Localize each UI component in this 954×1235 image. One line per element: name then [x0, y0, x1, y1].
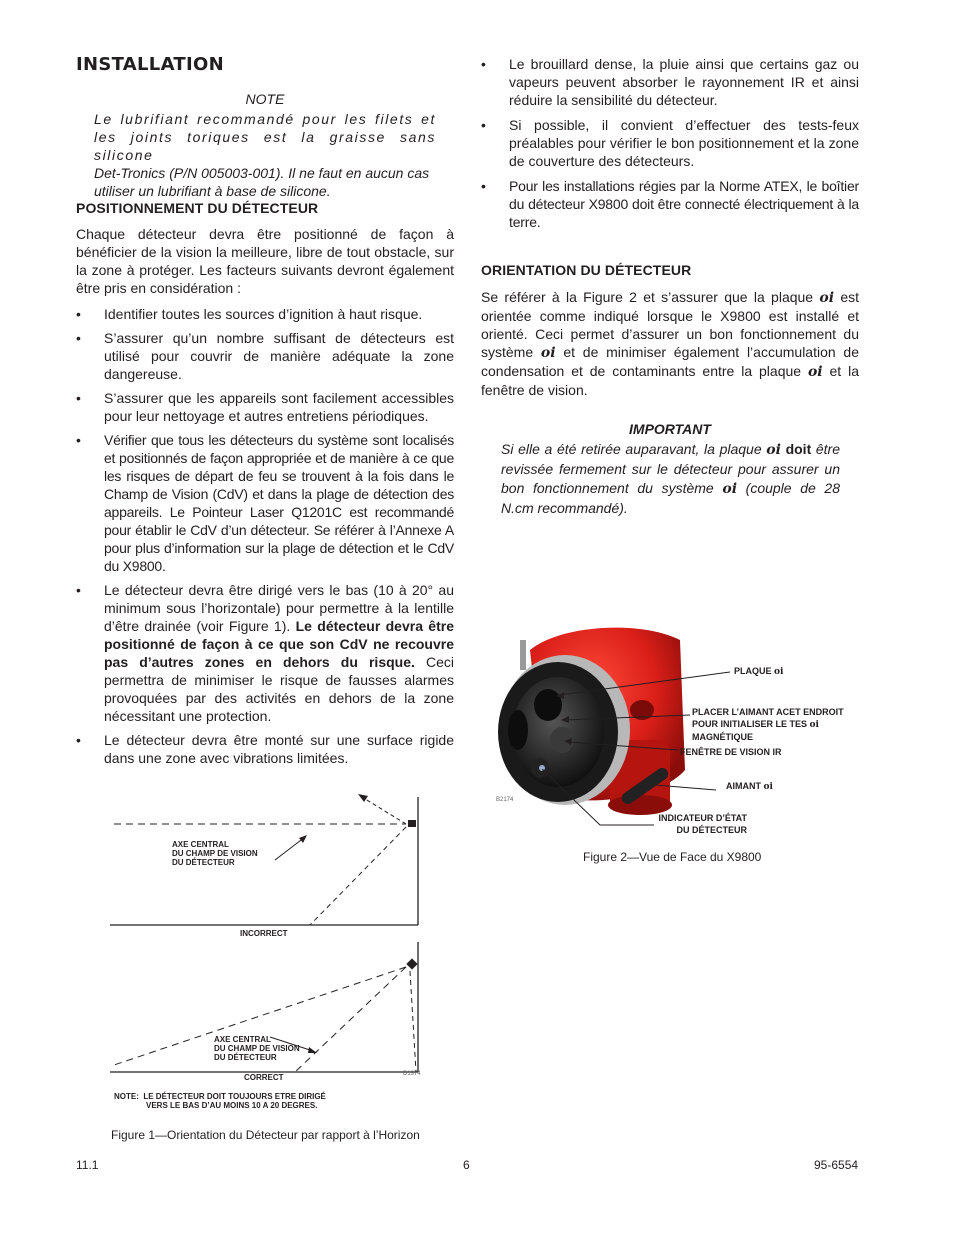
orientation-heading: ORIENTATION DU DÉTECTEUR: [481, 262, 692, 278]
footer-revision: 11.1: [76, 1158, 99, 1172]
detector-correct: [406, 958, 417, 969]
fov-up: [362, 797, 406, 824]
figure-1-caption: Figure 1—Orientation du Détecteur par rapport à l’Horizon: [111, 1128, 420, 1142]
correct-label: CORRECT: [244, 1073, 284, 1082]
list-item: • Le détecteur devra être monté sur une surface rigide dans une zone avec vibrations limitées.: [76, 732, 454, 766]
important-heading: IMPORTANT: [629, 421, 711, 437]
label-aimant: AIMANT oi: [726, 781, 773, 792]
page-title: INSTALLATION: [76, 54, 224, 75]
oi-logo: oi: [766, 442, 781, 458]
positioning-bullets: [76, 305, 454, 767]
detector-incorrect: [408, 820, 416, 827]
important-text: Si elle a été retirée auparavant, la plaque oi doit être revissée fermement sur le détecteur pour assurer un bon fonctionnement du système oi (couple de 28 N.cm recommandé).: [501, 441, 841, 516]
figure-2-caption: Figure 2—Vue de Face du X9800: [583, 850, 762, 864]
footer-doc-number: 95-6554: [814, 1158, 859, 1172]
note-line-1: Le lubrifiant recommandé pour les filets et: [94, 111, 436, 127]
list-item: • S’assurer qu’un nombre suffisant de détecteurs est utilisé pour couvrir de manière adéquate la zone dangereuse.: [76, 330, 454, 382]
list-item: • Pour les installations régies par la Norme ATEX, le boîtier du détecteur X9800 doit être connecté électriquement à la terre.: [481, 178, 859, 230]
fov-down-incorrect: [310, 827, 406, 925]
label-fenetre: FENÊTRE DE VISION IR: [680, 747, 782, 757]
note-heading: NOTE: [245, 91, 285, 107]
incorrect-label: INCORRECT: [240, 929, 288, 938]
list-item: • S’assurer que les appareils sont facilement accessibles pour leur nettoyage et autres entretiens périodiques.: [76, 390, 454, 424]
oi-logo: oi: [722, 481, 738, 497]
list-item: • Vérifier que tous les détecteurs du système sont localisés et positionnés de façon appropriée et de manière à ce que les risques de départ de feu se trouvent à la fois dans le Champ de Vision (CdV) et dans la plage de détection des appareils. Le Pointeur Laser Q1201C est recommandé pour établir le CdV d’un détecteur. Se référer à l’Annexe A pour plus d’information sur la plage de détection et le CdV du X9800.: [76, 432, 454, 574]
positioning-heading: POSITIONNEMENT DU DÉTECTEUR: [76, 200, 319, 216]
label-indicateur: INDICATEUR D’ÉTAT DU DÉTECTEUR: [658, 813, 747, 835]
figure-1-note: NOTE: LE DÉTECTEUR DOIT TOUJOURS ETRE DIRIGÉ VERS LE BAS D’AU MOINS 10 A 20 DEGRES.: [114, 1092, 326, 1110]
label-placer: PLACER L’AIMANT ACET ENDROIT POUR INITIALISER LE TES oi MAGNÉTIQUE: [692, 707, 844, 742]
positioning-intro: Chaque détecteur devra être positionné de façon à bénéficier de la vision la meilleure, libre de tout obstacle, sur la zone à protéger. Les facteurs suivants devront également être pris en considération :: [76, 226, 454, 296]
orientation-text: Se référer à la Figure 2 et s’assurer que la plaque oi est orientée comme indiqué lorsque le X9800 est installé et orienté. Ceci permet d’assurer un bon fonctionnement du système oi et de minimiser également l’accumulation de condensation et de contaminants entre la plaque oi et la fenêtre de vision.: [481, 289, 860, 398]
right-bullets: [481, 55, 859, 231]
figure-1: [100, 785, 440, 1145]
leader-incorrect: [275, 837, 305, 860]
list-item: • Identifier toutes les sources d’ignition à haut risque.: [76, 306, 423, 322]
oi-logo: oi: [807, 364, 823, 380]
note-line-3: Det-Tronics (P/N 005003-001). Il ne faut en aucun cas: [94, 165, 430, 181]
axis-label-incorrect: AXE CENTRAL DU CHAMP DE VISION DU DÉTECTEUR: [172, 840, 258, 867]
oi-logo: oi: [819, 290, 835, 306]
figure-2-code: B2174: [496, 797, 514, 803]
axis-label-correct: AXE CENTRAL DU CHAMP DE VISION DU DÉTECTEUR: [214, 1035, 300, 1062]
oi-logo: oi: [540, 345, 556, 361]
list-item: • Si possible, il convient d’effectuer des tests-feux préalables pour vérifier le bon positionnement et la zone de couverture des détecteurs.: [481, 117, 859, 169]
note-line-4: utiliser un lubrifiant à base de silicone.: [94, 183, 331, 199]
fov-down-correct: [410, 971, 416, 1072]
label-plaque: PLAQUE oi: [734, 666, 784, 677]
note-line-2: les joints toriques est la graisse sans silicone: [94, 129, 436, 163]
arrow-up: [358, 794, 368, 802]
list-item: • Le brouillard dense, la pluie ainsi que certains gaz ou vapeurs peuvent absorber le rayonnement IR et ainsi réduire la sensibilité du détecteur.: [481, 56, 859, 108]
footer-page-number: 6: [463, 1158, 470, 1172]
figure-1-code: D1974: [403, 1071, 421, 1077]
note-body: [94, 110, 436, 200]
figure-2: [490, 600, 870, 870]
fov-low-correct: [295, 967, 406, 1072]
list-item: • Le détecteur devra être dirigé vers le bas (10 à 20° au minimum sous l’horizontale) pour permettre à la lentille d’être drainée (voir Figure 1). Le détecteur devra être positionné de façon à ce que son CdV ne recouvre pas d’autres zones en dehors du risque. Ceci permettra de minimiser le risque de fausses alarmes provoquées par des activités en dehors de la zone nécessitant une protection.: [76, 582, 454, 724]
